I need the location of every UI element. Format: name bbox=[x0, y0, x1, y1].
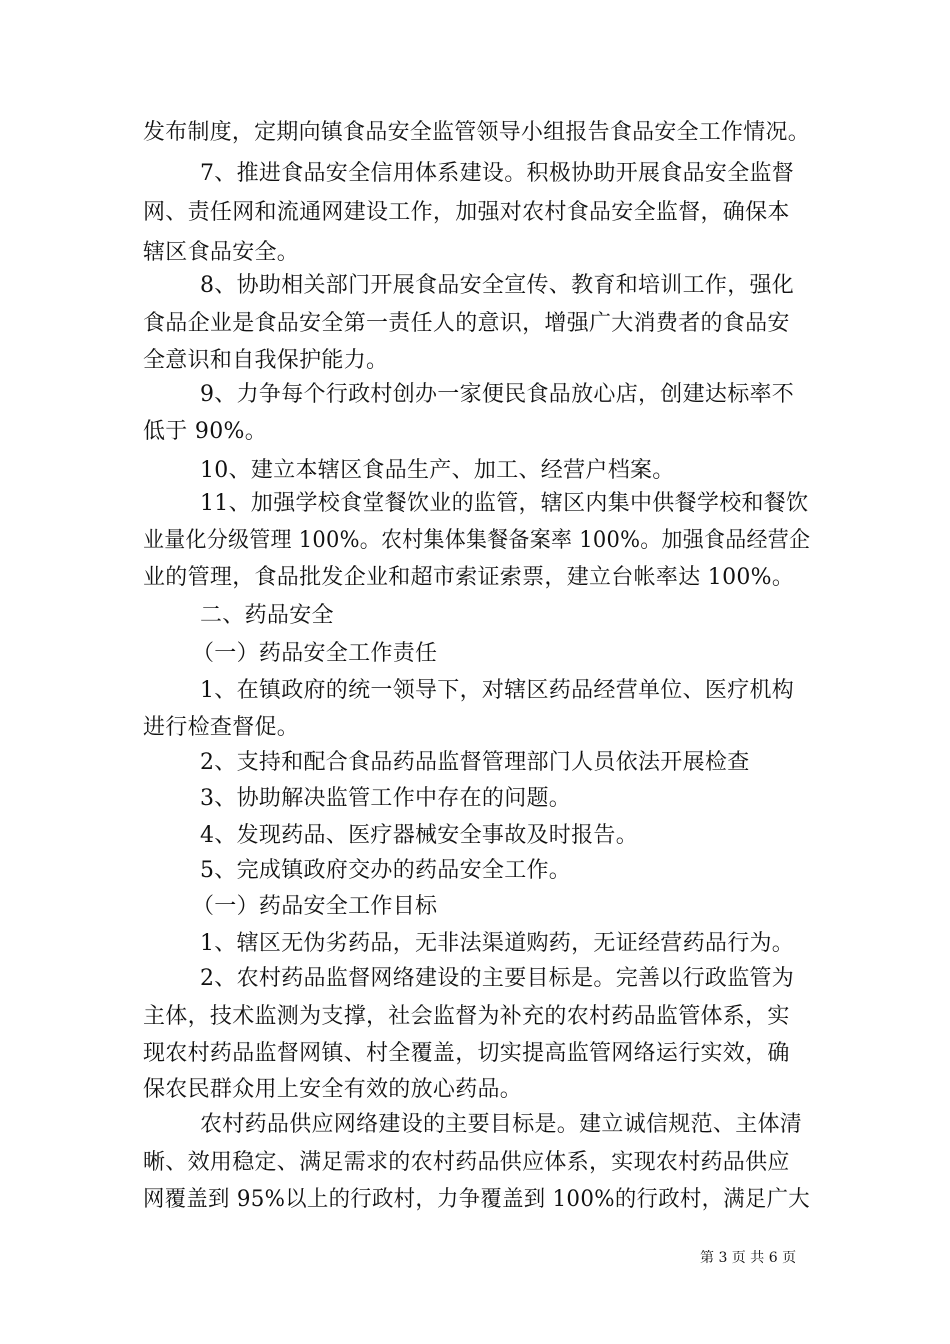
text-line: 8、协助相关部门开展食品安全宣传、教育和培训工作，强化 bbox=[200, 273, 795, 298]
text-line: 保农民群众用上安全有效的放心药品。 bbox=[143, 1077, 523, 1102]
text-line: 2、农村药品监督网络建设的主要目标是。完善以行政监管为 bbox=[200, 966, 795, 991]
text-line: 1、在镇政府的统一领导下，对辖区药品经营单位、医疗机构 bbox=[200, 678, 795, 703]
text-line: 4、发现药品、医疗器械安全事故及时报告。 bbox=[200, 823, 638, 848]
text-line: 9、力争每个行政村创办一家便民食品放心店，创建达标率不 bbox=[200, 382, 795, 407]
text-line: 11、加强学校食堂餐饮业的监管，辖区内集中供餐学校和餐饮 bbox=[200, 491, 809, 516]
text-line: 食品企业是食品安全第一责任人的意识，增强广大消费者的食品安 bbox=[143, 311, 790, 336]
page-number: 第 3 页 共 6 页 bbox=[700, 1250, 797, 1266]
text-line: 现农村药品监督网镇、村全覆盖，切实提高监管网络运行实效，确 bbox=[143, 1041, 790, 1066]
text-line: 低于 90%。 bbox=[143, 419, 267, 444]
text-line: 发布制度，定期向镇食品安全监管领导小组报告食品安全工作情况。 bbox=[143, 120, 811, 145]
subsection-heading: （一）药品安全工作责任 bbox=[192, 641, 438, 666]
text-line: 全意识和自我保护能力。 bbox=[143, 348, 389, 373]
text-line: 1、辖区无伪劣药品，无非法渠道购药，无证经营药品行为。 bbox=[200, 931, 795, 956]
text-line: 辖区食品安全。 bbox=[143, 240, 300, 265]
text-line: 主体，技术监测为支撑，社会监督为补充的农村药品监管体系，实 bbox=[143, 1004, 790, 1029]
text-line: 业的管理，食品批发企业和超市索证索票，建立台帐率达 100%。 bbox=[143, 565, 795, 590]
text-line: 5、完成镇政府交办的药品安全工作。 bbox=[200, 858, 572, 883]
text-line: 进行检查督促。 bbox=[143, 715, 300, 740]
text-line: 7、推进食品安全信用体系建设。积极协助开展食品安全监督 bbox=[200, 161, 795, 186]
text-line: 网、责任网和流通网建设工作，加强对农村食品安全监督，确保本 bbox=[143, 200, 790, 225]
text-line: 业量化分级管理 100%。农村集体集餐备案率 100%。加强食品经营企 bbox=[143, 528, 811, 553]
subsection-heading: （一）药品安全工作目标 bbox=[192, 894, 438, 919]
section-heading: 二、药品安全 bbox=[200, 603, 334, 628]
text-line: 3、协助解决监管工作中存在的问题。 bbox=[200, 786, 572, 811]
text-line: 10、建立本辖区食品生产、加工、经营户档案。 bbox=[200, 458, 675, 483]
text-line: 网覆盖到 95%以上的行政村，力争覆盖到 100%的行政村，满足广大 bbox=[143, 1187, 810, 1212]
text-line: 晰、效用稳定、满足需求的农村药品供应体系，实现农村药品供应 bbox=[143, 1150, 790, 1175]
text-line: 农村药品供应网络建设的主要目标是。建立诚信规范、主体清 bbox=[200, 1112, 803, 1137]
text-line: 2、支持和配合食品药品监督管理部门人员依法开展检查 bbox=[200, 750, 750, 775]
